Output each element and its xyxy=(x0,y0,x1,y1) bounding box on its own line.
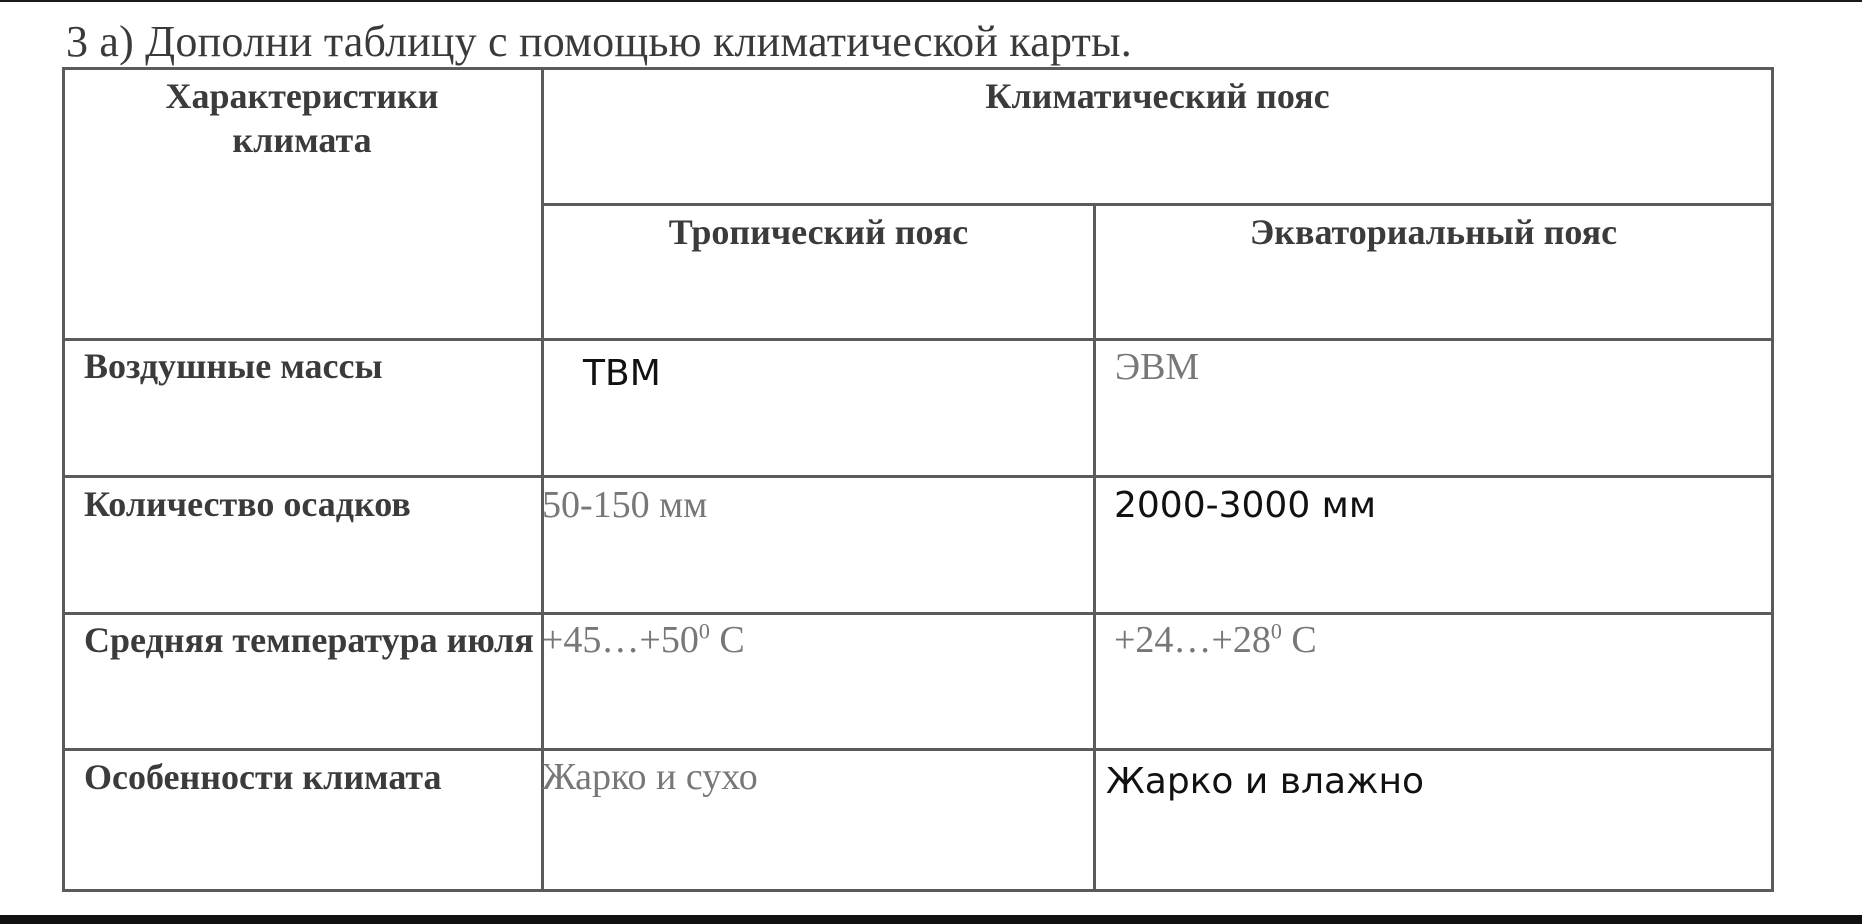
table-border-top xyxy=(62,67,1774,70)
divider-zone-columns xyxy=(1093,203,1096,892)
table-border-right xyxy=(1771,67,1774,892)
cell-precipitation-tropical: 50-150 мм xyxy=(542,484,708,526)
degree-sign-tropical: 0 xyxy=(698,618,710,644)
temperature-range-tropical: +45…+50 xyxy=(542,619,699,661)
task-title: 3 а) Дополни таблицу с помощью климатической карты. xyxy=(66,17,1132,66)
temperature-unit-tropical: С xyxy=(709,619,745,661)
cell-air-masses-equatorial: ЭВМ xyxy=(1115,346,1200,388)
bottom-bar xyxy=(0,915,1862,924)
divider-row-3 xyxy=(62,748,1774,751)
cell-july-temperature-equatorial xyxy=(1114,618,1317,662)
divider-row-1 xyxy=(62,475,1774,478)
cell-july-temperature-tropical xyxy=(542,618,745,662)
divider-subheader xyxy=(542,203,1774,206)
climate-table xyxy=(62,67,1774,892)
temperature-unit-equatorial: С xyxy=(1281,619,1317,661)
top-border xyxy=(0,0,1862,2)
header-equatorial-zone: Экваториальный пояс xyxy=(1249,212,1618,252)
divider-header-bottom xyxy=(62,338,1774,341)
degree-sign-equatorial: 0 xyxy=(1270,618,1282,644)
cell-precipitation-equatorial: 2000-3000 мм xyxy=(1114,485,1376,526)
table-border-left xyxy=(62,67,65,892)
cell-air-masses-tropical: ТВМ xyxy=(583,353,661,394)
cell-climate-features-tropical: Жарко и сухо xyxy=(542,756,758,798)
row-label-climate-features: Особенности климата xyxy=(84,757,442,797)
row-label-precipitation: Количество осадков xyxy=(84,484,411,524)
header-tropical-zone: Тропический пояс xyxy=(668,212,969,252)
row-label-air-masses: Воздушные массы xyxy=(84,346,383,386)
table-border-bottom xyxy=(62,889,1774,892)
row-label-july-temperature: Средняя температура июля xyxy=(84,620,534,660)
header-characteristics: Характеристики климата xyxy=(165,76,439,160)
header-climate-zone: Климатический пояс xyxy=(985,76,1330,116)
temperature-range-equatorial: +24…+28 xyxy=(1114,619,1271,661)
cell-climate-features-equatorial: Жарко и влажно xyxy=(1106,761,1425,802)
divider-row-2 xyxy=(62,612,1774,615)
